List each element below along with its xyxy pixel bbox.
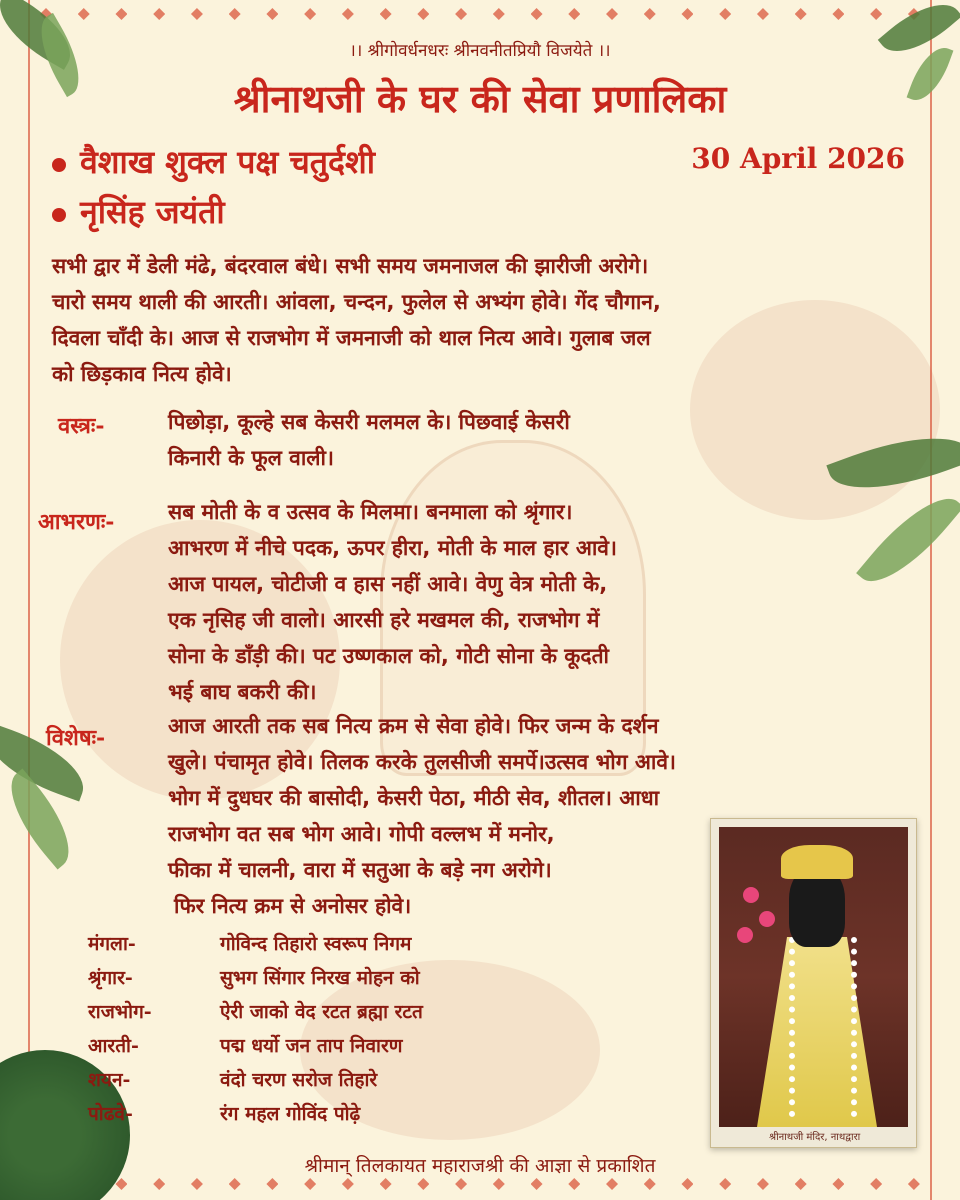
vastra-line: पिछोड़ा, कूल्हे सब केसरी मलमल के। पिछवाई केसरी (168, 410, 570, 434)
kirtan-label: शयन- (88, 1069, 131, 1091)
deity-head-shape (789, 867, 845, 947)
kirtan-label: श्रृंगार- (88, 967, 133, 989)
border-line-right (930, 0, 932, 1200)
kirtan-text: गोविन्द तिहारो स्वरूप निगम (220, 933, 412, 955)
flower-icon (743, 887, 759, 903)
abharan-label: आभरणः- (38, 509, 115, 535)
kirtan-label: आरती- (88, 1035, 139, 1057)
garland-shape (789, 937, 857, 1117)
photo-caption: श्रीनाथजी मंदिर, नाथद्वारा (769, 1132, 861, 1143)
date-text: 30 April 2026 (691, 142, 905, 175)
abharan-line: सब मोती के व उत्सव के मिलमा। बनमाला को श्रृंगार। (168, 500, 573, 524)
footer-text: श्रीमान् तिलकायत महाराजश्री की आज्ञा से प्रकाशित (304, 1155, 656, 1177)
bullet-dot-icon (52, 158, 66, 172)
vastra-label: वस्त्रः- (58, 413, 105, 439)
flower-icon (759, 911, 775, 927)
vastra-line: किनारी के फूल वाली। (168, 446, 334, 470)
vishesh-line: भोग में दुधघर की बासोदी, केसरी पेठा, मीठी सेव, शीतल। आधा (168, 786, 660, 810)
kirtan-row-shayan (88, 1066, 548, 1100)
shrinathji-photo (710, 818, 917, 1148)
kirtan-row-aarti (88, 1032, 548, 1066)
festival-bullet (52, 190, 225, 233)
kirtan-text: रंग महल गोविंद पोढ़े (220, 1103, 361, 1125)
vishesh-line: फीका में चालनी, वारा में सतुआ के बड़े नग अरोगे। (168, 858, 552, 882)
vishesh-line: राजभोग वत सब भोग आवे। गोपी वल्लभ में मनोर, (168, 822, 555, 846)
photo-image (719, 827, 908, 1127)
vishesh-line: फिर नित्य क्रम से अनोसर होवे। (174, 894, 412, 918)
abharan-text (168, 494, 848, 710)
bullet-dot-icon (52, 208, 66, 222)
intro-line: सभी द्वार में डेली मंढे, बंदरवाल बंधे। सभी समय जमनाजल की झारीजी अरोगे। (52, 254, 649, 278)
invocation-line: ।। श्रीगोवर्धनधरः श्रीनवनीतप्रियौ विजयेते ।। (349, 41, 611, 61)
kirtan-row-podhave (88, 1100, 548, 1134)
abharan-line: एक नृसिह जी वालो। आरसी हरे मखमल की, राजभोग में (168, 608, 600, 632)
kirtan-text: ऐरी जाको वेद रटत ब्रह्मा रटत (220, 1001, 423, 1023)
border-line-left (28, 0, 30, 1200)
kirtan-text: पद्म धर्यो जन ताप निवारण (220, 1035, 403, 1057)
page-title: श्रीनाथजी के घर की सेवा प्रणालिका (233, 76, 727, 121)
intro-line: को छिड़काव नित्य होवे। (52, 362, 232, 386)
crown-shape (781, 845, 853, 879)
tithi-text: वैशाख शुक्ल पक्ष चतुर्दशी (80, 143, 376, 181)
border-motif-bottom (40, 1178, 920, 1192)
vishesh-line: खुले। पंचामृत होवे। तिलक करके तुलसीजी समर्पे।उत्सव भोग आवे। (168, 750, 676, 774)
intro-paragraph (52, 248, 922, 392)
tithi-bullet (52, 140, 375, 183)
kirtan-text: वंदो चरण सरोज तिहारे (220, 1069, 378, 1091)
abharan-line: आभरण में नीचे पदक, ऊपर हीरा, मोती के माल हार आवे। (168, 536, 617, 560)
kirtan-row-mangala (88, 930, 548, 964)
vastra-text (168, 404, 828, 476)
kirtan-label: पोढवे- (88, 1103, 133, 1125)
abharan-line: सोना के डाँड़ी की। पट उष्णकाल को, गोटी सोना के कूदती (168, 644, 609, 668)
vishesh-line: आज आरती तक सब नित्य क्रम से सेवा होवे। फिर जन्म के दर्शन (168, 714, 659, 738)
vishesh-label: विशेषः- (46, 725, 106, 751)
intro-line: दिवला चाँदी के। आज से राजभोग में जमनाजी को थाल नित्य आवे। गुलाब जल (52, 326, 651, 350)
border-motif-top (40, 8, 920, 22)
kirtan-row-shringar (88, 964, 548, 998)
kirtan-row-rajbhog (88, 998, 548, 1032)
flower-icon (737, 927, 753, 943)
kirtan-text: सुभग सिंगार निरख मोहन को (220, 967, 420, 989)
kirtan-label: राजभोग- (88, 1001, 152, 1023)
intro-line: चारो समय थाली की आरती। आंवला, चन्दन, फुलेल से अभ्यंग होवे। गेंद चौगान, (52, 290, 661, 314)
festival-text: नृसिंह जयंती (80, 193, 225, 231)
abharan-line: आज पायल, चोटीजी व हास नहीं आवे। वेणु वेत्र मोती के, (168, 572, 608, 596)
abharan-line: भई बाघ बकरी की। (168, 680, 317, 704)
kirtan-label: मंगला- (88, 933, 136, 955)
